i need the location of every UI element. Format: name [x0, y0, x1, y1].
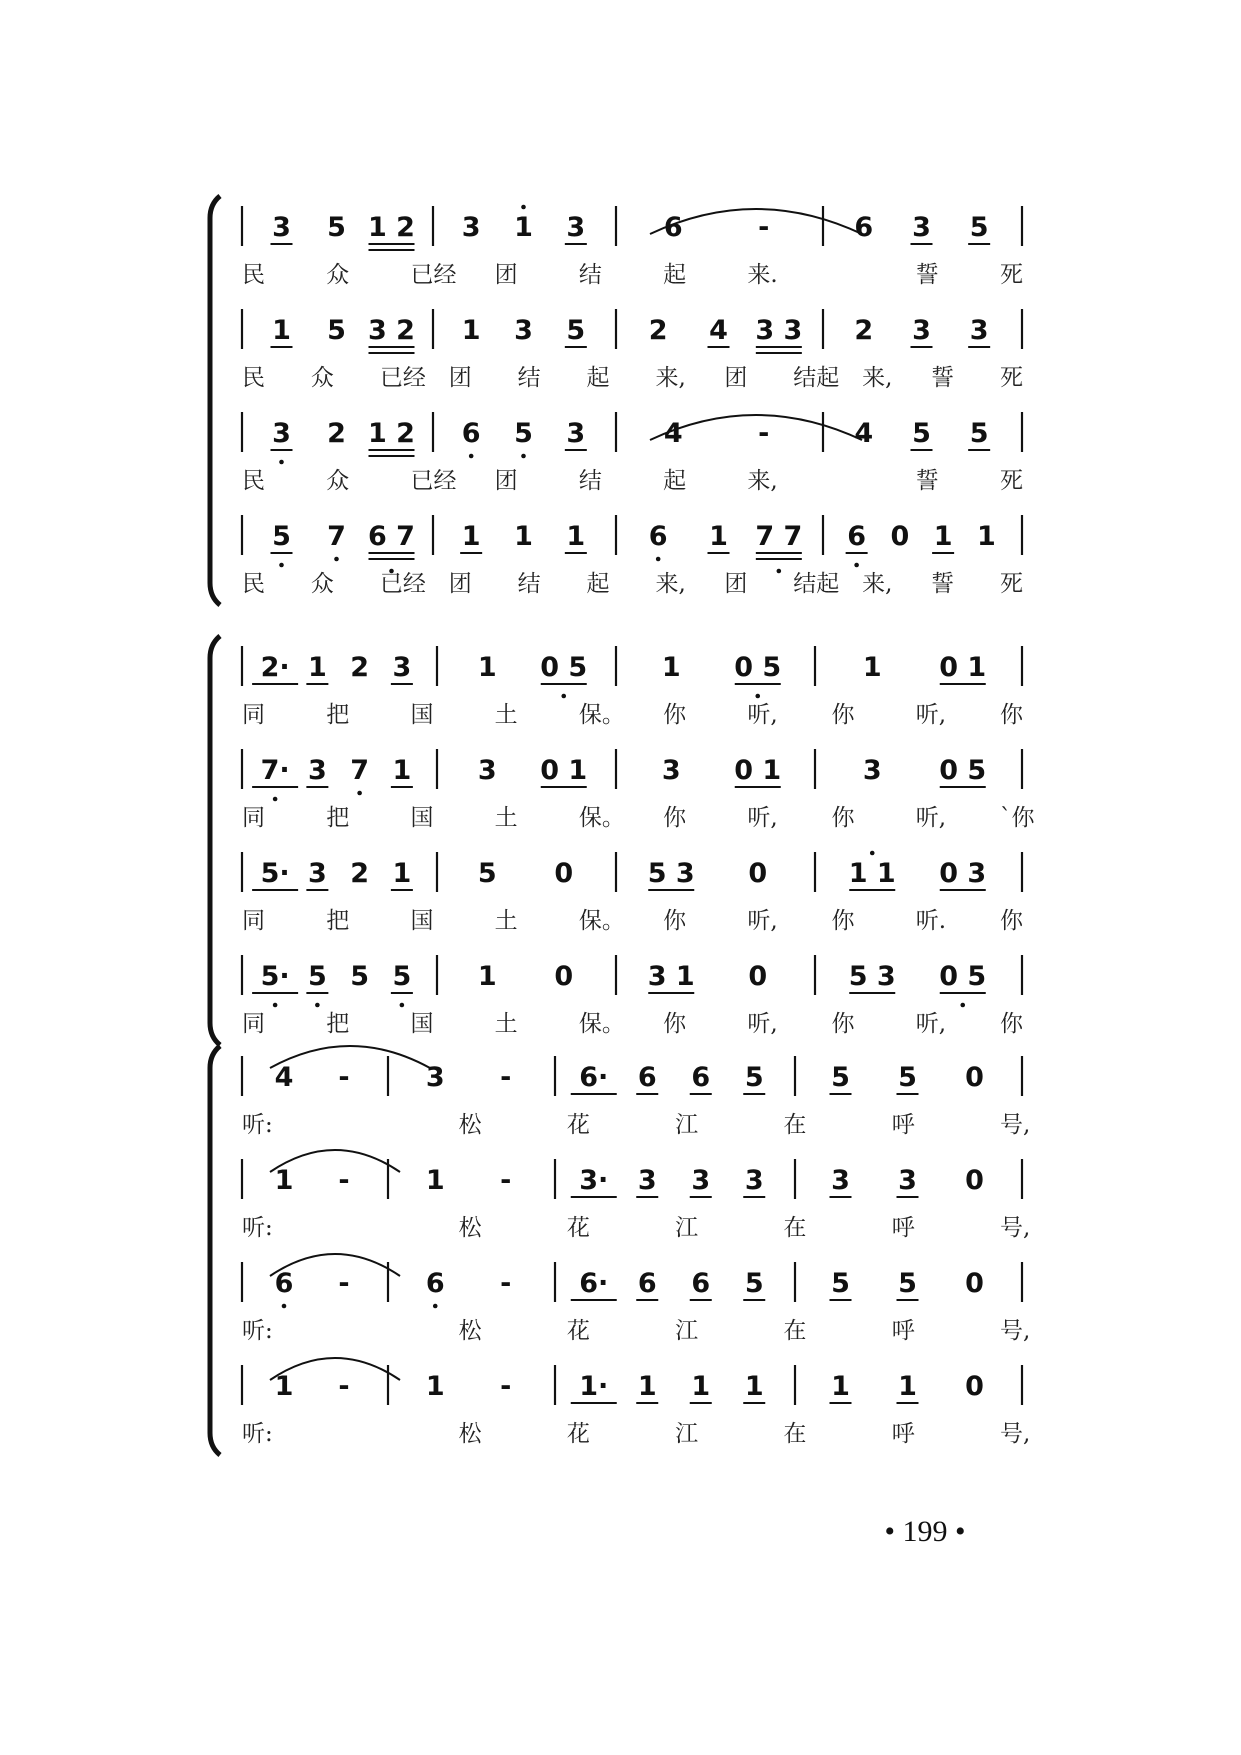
note-digit: 3 [514, 315, 533, 346]
octave-dot-below [561, 694, 566, 699]
octave-dot-below [433, 1304, 438, 1309]
note-digit: 2 [350, 652, 370, 683]
lyric-syllable: 把 [326, 805, 350, 831]
note-digit: 3 [744, 1165, 764, 1196]
lyric-syllable: 你 [831, 805, 855, 831]
lyric-syllable: 呼 [891, 1318, 915, 1344]
note-digit: 3 [425, 1062, 445, 1093]
note-digit: 0 [748, 858, 768, 889]
lyric-syllable: 结 [517, 365, 541, 391]
lyric-syllable: 团 [724, 365, 748, 391]
note-digit: 1 [898, 1371, 917, 1402]
lyric-syllable: 结 [578, 262, 602, 288]
note-digit: 3 [566, 418, 586, 449]
note-digit: 0 [890, 521, 910, 552]
note-digit: - [500, 1062, 512, 1093]
lyric-syllable: 你 [1000, 702, 1023, 728]
note-digit: 1 [514, 521, 533, 552]
lyric-syllable: 听: [242, 1318, 273, 1344]
lyric-syllable: 听, [747, 1011, 778, 1037]
note-digit: 3· [579, 1165, 609, 1196]
lyric-syllable: 你 [831, 908, 855, 934]
lyric-syllable: 听, [915, 1011, 947, 1037]
lyric-syllable: 国 [410, 805, 434, 831]
octave-dot-below [521, 454, 526, 459]
page-number: • 199 • [884, 1515, 966, 1548]
lyric-syllable: 江 [675, 1112, 699, 1138]
lyric-syllable: 你 [1000, 908, 1023, 934]
note-digit: 3 3 [755, 315, 803, 346]
octave-dot-below [755, 694, 760, 699]
note-digit: 3 [862, 755, 882, 786]
note-digit: 1 [744, 1371, 764, 1402]
note-digit: 5· [260, 858, 290, 889]
note-digit: 5· [260, 961, 290, 992]
note-digit: 3 [272, 212, 291, 243]
lyric-syllable: 众 [326, 468, 350, 494]
note-digit: - [338, 1062, 350, 1093]
lyric-syllable: 江 [675, 1215, 699, 1241]
note-digit: 3 [637, 1165, 657, 1196]
note-digit: 1 [933, 521, 953, 552]
note-digit: 0 [965, 1371, 984, 1402]
lyric-syllable: 土 [494, 908, 518, 934]
note-digit: 1 [709, 521, 728, 552]
note-digit: 1 [477, 961, 497, 992]
system-bracket [210, 196, 220, 605]
note-digit: 6· [579, 1062, 609, 1093]
note-digit: 2· [260, 652, 290, 683]
lyric-syllable: 松 [458, 1112, 482, 1138]
lyric-syllable: 听: [242, 1112, 273, 1138]
note-digit: 0 5 [734, 652, 782, 683]
octave-dot-below [469, 454, 474, 459]
note-digit: 1 [274, 1165, 294, 1196]
lyric-syllable: 号, [1000, 1215, 1031, 1241]
note-digit: 3 [461, 212, 481, 243]
note-digit: 1 [425, 1371, 445, 1402]
note-digit: 6 [648, 521, 668, 552]
lyric-syllable: 民 [242, 571, 265, 597]
note-digit: - [500, 1371, 512, 1402]
lyric-syllable: 起 [663, 262, 687, 288]
note-digit: 3 [898, 1165, 917, 1196]
lyric-syllable: `你 [1000, 805, 1035, 831]
note-digit: 3 [307, 755, 327, 786]
note-digit: 1 1 [848, 858, 896, 889]
note-digit: 0 1 [734, 755, 782, 786]
octave-dot-below [282, 1304, 287, 1309]
lyric-syllable: 土 [494, 1011, 518, 1037]
note-digit: 5 [307, 961, 327, 992]
note-digit: 1 [976, 521, 996, 552]
lyric-syllable: 听, [747, 908, 778, 934]
lyric-syllable: 起 [586, 571, 610, 597]
note-digit: 3 [969, 315, 989, 346]
lyric-syllable: 众 [310, 571, 334, 597]
lyric-syllable: 结起 [793, 365, 840, 391]
lyric-syllable: 在 [783, 1318, 807, 1344]
note-digit: 0 3 [939, 858, 987, 889]
note-digit: 0 1 [540, 755, 588, 786]
lyric-syllable: 松 [458, 1421, 482, 1447]
lyric-syllable: 誓 [931, 571, 955, 597]
lyric-syllable: 听, [747, 702, 778, 728]
note-digit: 1 [831, 1371, 850, 1402]
note-digit: - [758, 418, 770, 449]
lyric-syllable: 死 [1000, 468, 1023, 494]
note-digit: - [338, 1268, 350, 1299]
lyric-syllable: 誓 [915, 262, 939, 288]
note-digit: 3 [691, 1165, 711, 1196]
note-digit: 5 [969, 418, 989, 449]
lyric-syllable: 同 [242, 805, 265, 831]
lyric-syllable: 死 [1000, 262, 1023, 288]
note-digit: - [758, 212, 770, 243]
note-digit: 5 [969, 212, 989, 243]
lyric-syllable: 来, [747, 468, 778, 494]
octave-dot-below [279, 563, 284, 568]
note-digit: 2 [854, 315, 874, 346]
note-digit: 0 [554, 858, 574, 889]
note-digit: 1 2 [368, 212, 415, 243]
note-digit: 5 [327, 212, 346, 243]
note-digit: 1 [661, 652, 681, 683]
note-digit: 2 [327, 418, 346, 449]
note-digit: 3 1 [647, 961, 695, 992]
lyric-syllable: 在 [783, 1421, 807, 1447]
lyric-syllable: 听, [915, 805, 947, 831]
note-digit: 5 [831, 1062, 850, 1093]
note-digit: 0 1 [939, 652, 987, 683]
note-digit: 3 [831, 1165, 850, 1196]
note-digit: 1 [392, 858, 412, 889]
note-digit: 0 5 [939, 961, 987, 992]
octave-dot-above [521, 205, 526, 210]
lyric-syllable: 呼 [891, 1215, 915, 1241]
lyric-syllable: 已经 [410, 262, 457, 288]
note-digit: 5 [831, 1268, 850, 1299]
note-digit: 3 [392, 652, 412, 683]
note-digit: 6 [854, 212, 874, 243]
lyric-syllable: 死 [1000, 365, 1023, 391]
lyric-syllable: 同 [242, 1011, 265, 1037]
octave-dot-below [400, 1003, 405, 1008]
note-digit: 6 [461, 418, 481, 449]
note-digit: 3 [661, 755, 681, 786]
lyric-syllable: 把 [326, 908, 350, 934]
note-digit: 5 3 [647, 858, 695, 889]
note-digit: 3 [307, 858, 327, 889]
note-digit: 1 [461, 315, 481, 346]
note-digit: 3 [912, 212, 931, 243]
lyric-syllable: 你 [663, 702, 687, 728]
note-digit: 5 [912, 418, 931, 449]
note-digit: 2 [648, 315, 668, 346]
note-digit: - [500, 1165, 512, 1196]
note-digit: 7 7 [755, 521, 803, 552]
note-digit: 7 [327, 521, 346, 552]
lyric-syllable: 死 [1000, 571, 1023, 597]
note-digit: 5 [514, 418, 533, 449]
lyric-syllable: 在 [783, 1112, 807, 1138]
lyric-syllable: 听. [915, 908, 947, 934]
lyric-syllable: 你 [1000, 1011, 1023, 1037]
octave-dot-below [273, 797, 278, 802]
octave-dot-below [273, 1003, 278, 1008]
lyric-syllable: 把 [326, 1011, 350, 1037]
lyric-syllable: 花 [566, 1421, 590, 1447]
note-digit: 7· [260, 755, 290, 786]
lyric-syllable: 松 [458, 1215, 482, 1241]
lyric-syllable: 号, [1000, 1318, 1031, 1344]
lyric-syllable: 土 [494, 805, 518, 831]
note-digit: - [338, 1371, 350, 1402]
lyric-syllable: 来, [862, 365, 893, 391]
lyric-syllable: 民 [242, 468, 265, 494]
lyric-syllable: 花 [566, 1318, 590, 1344]
lyric-syllable: 团 [724, 571, 748, 597]
note-digit: 4 [663, 418, 683, 449]
lyric-syllable: 国 [410, 1011, 434, 1037]
lyric-syllable: 誓 [915, 468, 939, 494]
note-digit: 6 [663, 212, 683, 243]
lyric-syllable: 松 [458, 1318, 482, 1344]
lyric-syllable: 花 [566, 1112, 590, 1138]
octave-dot-below [357, 791, 362, 796]
note-digit: 4 [709, 315, 728, 346]
note-digit: 5 [744, 1268, 764, 1299]
note-digit: 5 [744, 1062, 764, 1093]
note-digit: 5 3 [848, 961, 896, 992]
note-digit: 5 [272, 521, 291, 552]
lyric-syllable: 听, [915, 702, 947, 728]
lyric-syllable: 众 [326, 262, 350, 288]
note-digit: 2 [350, 858, 370, 889]
note-digit: 6 [691, 1268, 711, 1299]
lyric-syllable: 你 [663, 1011, 687, 1037]
octave-dot-below [656, 557, 661, 562]
lyric-syllable: 来, [655, 365, 686, 391]
note-digit: 4 [274, 1062, 294, 1093]
note-digit: 1 [691, 1371, 711, 1402]
note-digit: 3 2 [368, 315, 415, 346]
note-digit: 5 [898, 1062, 917, 1093]
note-digit: 1 [461, 521, 481, 552]
note-digit: - [500, 1268, 512, 1299]
note-digit: 3 [912, 315, 931, 346]
lyric-syllable: 把 [326, 702, 350, 728]
note-digit: 5 [477, 858, 497, 889]
lyric-syllable: 保。 [578, 805, 625, 831]
lyric-syllable: 结起 [793, 571, 840, 597]
octave-dot-below [334, 557, 339, 562]
lyric-syllable: 团 [448, 571, 472, 597]
lyric-syllable: 已经 [379, 571, 426, 597]
lyric-syllable: 同 [242, 702, 265, 728]
octave-dot-below [315, 1003, 320, 1008]
lyric-syllable: 你 [831, 1011, 855, 1037]
lyric-syllable: 众 [310, 365, 334, 391]
lyric-syllable: 在 [783, 1215, 807, 1241]
lyric-syllable: 同 [242, 908, 265, 934]
note-digit: 5 [392, 961, 412, 992]
octave-dot-below [960, 1003, 965, 1008]
note-digit: 3 [477, 755, 497, 786]
note-digit: - [338, 1165, 350, 1196]
lyric-syllable: 已经 [379, 365, 426, 391]
lyric-syllable: 听: [242, 1215, 273, 1241]
lyric-syllable: 团 [448, 365, 472, 391]
note-digit: 1 2 [368, 418, 415, 449]
note-digit: 1 [477, 652, 497, 683]
lyric-syllable: 你 [663, 908, 687, 934]
lyric-syllable: 来, [862, 571, 893, 597]
octave-dot-below [777, 569, 782, 574]
note-digit: 6 [425, 1268, 445, 1299]
lyric-syllable: 团 [494, 468, 518, 494]
note-digit: 1 [862, 652, 882, 683]
lyric-syllable: 团 [494, 262, 518, 288]
lyric-syllable: 土 [494, 702, 518, 728]
note-digit: 7 [350, 755, 370, 786]
lyric-syllable: 誓 [931, 365, 955, 391]
lyric-syllable: 国 [410, 702, 434, 728]
lyric-syllable: 呼 [891, 1112, 915, 1138]
note-digit: 1 [274, 1371, 294, 1402]
system-bracket [210, 636, 220, 1045]
note-digit: 3 [272, 418, 291, 449]
note-digit: 0 5 [939, 755, 987, 786]
note-digit: 0 [965, 1268, 984, 1299]
lyric-syllable: 保。 [578, 1011, 625, 1037]
lyric-syllable: 起 [663, 468, 687, 494]
lyric-syllable: 号, [1000, 1421, 1031, 1447]
note-digit: 6 7 [368, 521, 415, 552]
note-digit: 6 [691, 1062, 711, 1093]
lyric-syllable: 民 [242, 365, 265, 391]
note-digit: 0 [965, 1165, 984, 1196]
note-digit: 1 [425, 1165, 445, 1196]
note-digit: 5 [350, 961, 370, 992]
lyric-syllable: 你 [831, 702, 855, 728]
lyric-syllable: 民 [242, 262, 265, 288]
note-digit: 1 [272, 315, 291, 346]
note-digit: 0 [965, 1062, 984, 1093]
lyric-syllable: 国 [410, 908, 434, 934]
note-digit: 6 [637, 1062, 657, 1093]
note-digit: 5 [327, 315, 346, 346]
lyric-syllable: 保。 [578, 908, 625, 934]
note-digit: 0 [748, 961, 768, 992]
lyric-syllable: 号, [1000, 1112, 1031, 1138]
note-digit: 6· [579, 1268, 609, 1299]
note-digit: 1· [579, 1371, 609, 1402]
note-digit: 1 [392, 755, 412, 786]
note-digit: 6 [637, 1268, 657, 1299]
note-digit: 6 [847, 521, 867, 552]
lyric-syllable: 江 [675, 1318, 699, 1344]
note-digit: 0 5 [540, 652, 588, 683]
lyric-syllable: 呼 [891, 1421, 915, 1447]
octave-dot-above [870, 851, 875, 856]
note-digit: 1 [514, 212, 533, 243]
note-digit: 1 [566, 521, 586, 552]
lyric-syllable: 已经 [410, 468, 457, 494]
lyric-syllable: 听, [747, 805, 778, 831]
octave-dot-below [854, 563, 859, 568]
note-digit: 6 [274, 1268, 294, 1299]
lyric-syllable: 听: [242, 1421, 273, 1447]
note-digit: 4 [854, 418, 874, 449]
system-bracket [210, 1046, 220, 1455]
lyric-syllable: 结 [578, 468, 602, 494]
lyric-syllable: 花 [566, 1215, 590, 1241]
note-digit: 5 [898, 1268, 917, 1299]
lyric-syllable: 保。 [578, 702, 625, 728]
note-digit: 5 [566, 315, 586, 346]
note-digit: 1 [637, 1371, 657, 1402]
lyric-syllable: 起 [586, 365, 610, 391]
lyric-syllable: 来. [747, 262, 778, 288]
lyric-syllable: 结 [517, 571, 541, 597]
lyric-syllable: 来, [655, 571, 686, 597]
note-digit: 3 [566, 212, 586, 243]
lyric-syllable: 你 [663, 805, 687, 831]
octave-dot-below [279, 460, 284, 465]
slur [270, 1046, 430, 1068]
note-digit: 0 [554, 961, 574, 992]
note-digit: 1 [307, 652, 327, 683]
lyric-syllable: 江 [675, 1421, 699, 1447]
